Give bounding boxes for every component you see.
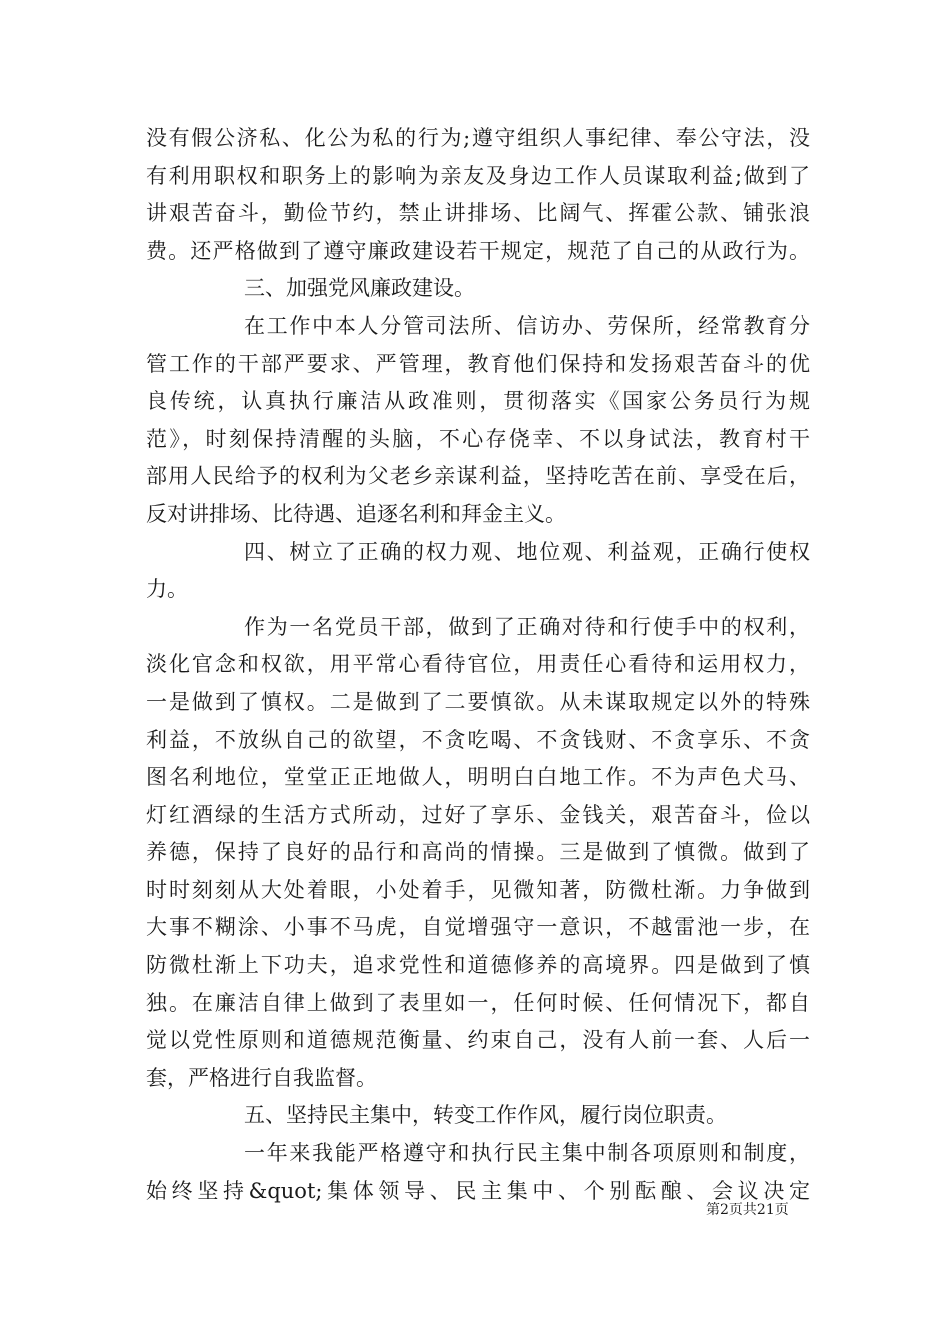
- page-number-footer: 第2页共21页: [706, 1202, 789, 1218]
- section-heading-3: 三、加强党风廉政建设。: [244, 276, 475, 301]
- text-line: 一年来我能严格遵守和执行民主集中制各项原则和制度，: [244, 1141, 810, 1166]
- text-line: 有利用职权和职务上的影响为亲友及身边工作人员谋取利益;做到了: [146, 163, 810, 188]
- text-line: 范》，时刻保持清醒的头脑，不心存侥幸、不以身试法，教育村干: [146, 426, 810, 451]
- text-line: 没有假公济私、化公为私的行为;遵守组织人事纪律、奉公守法，没: [146, 126, 810, 150]
- text-line: 始终坚持&quot;集体领导、民主集中、个别酝酿、会议决定: [146, 1178, 810, 1203]
- text-line: 利益，不放纵自己的欲望，不贪吃喝、不贪钱财、不贪享乐、不贪: [146, 727, 810, 752]
- text-line: 独。在廉洁自律上做到了表里如一，任何时候、任何情况下，都自: [146, 990, 810, 1015]
- text-line: 套，严格进行自我监督。: [146, 1065, 377, 1090]
- text-line: 反对讲排场、比待遇、追逐名利和拜金主义。: [146, 501, 566, 526]
- section-heading-4: 四、树立了正确的权力观、地位观、利益观，正确行使权: [244, 539, 810, 564]
- text-line: 图名利地位，堂堂正正地做人，明明白白地工作。不为声色犬马、: [146, 765, 810, 790]
- text-line: 时时刻刻从大处着眼，小处着手，见微知著，防微杜渐。力争做到: [146, 877, 810, 902]
- text-line: 讲艰苦奋斗，勤俭节约，禁止讲排场、比阔气、挥霍公款、铺张浪: [146, 201, 810, 226]
- text-line: 费。还严格做到了遵守廉政建设若干规定，规范了自己的从政行为。: [146, 238, 810, 263]
- text-line: 管工作的干部严要求、严管理，教育他们保持和发扬艰苦奋斗的优: [146, 351, 810, 376]
- text-line: 觉以党性原则和道德规范衡量、约束自己，没有人前一套、人后一: [146, 1028, 810, 1053]
- text-line: 大事不糊涂、小事不马虎，自觉增强守一意识，不越雷池一步，在: [146, 915, 810, 940]
- text-line: 良传统，认真执行廉洁从政准则，贯彻落实《国家公务员行为规: [146, 389, 810, 414]
- section-heading-4-end: 力。: [146, 577, 188, 602]
- text-line: 淡化官念和权欲，用平常心看待官位，用责任心看待和运用权力，: [146, 652, 810, 677]
- section-heading-5: 五、坚持民主集中，转变工作作风，履行岗位职责。: [244, 1103, 727, 1128]
- text-line: 养德，保持了良好的品行和高尚的情操。三是做到了慎微。做到了: [146, 840, 810, 865]
- document-body: [146, 120, 810, 1210]
- text-line: 作为一名党员干部，做到了正确对待和行使手中的权利，: [244, 614, 810, 639]
- text-line: 一是做到了慎权。二是做到了二要慎欲。从未谋取规定以外的特殊: [146, 689, 810, 714]
- text-line: 防微杜渐上下功夫，追求党性和道德修养的高境界。四是做到了慎: [146, 953, 810, 978]
- text-line: 灯红酒绿的生活方式所动，过好了享乐、金钱关，艰苦奋斗，俭以: [146, 802, 810, 827]
- text-line: 部用人民给予的权利为父老乡亲谋利益，坚持吃苦在前、享受在后，: [146, 464, 810, 489]
- text-line: 在工作中本人分管司法所、信访办、劳保所，经常教育分: [244, 313, 810, 338]
